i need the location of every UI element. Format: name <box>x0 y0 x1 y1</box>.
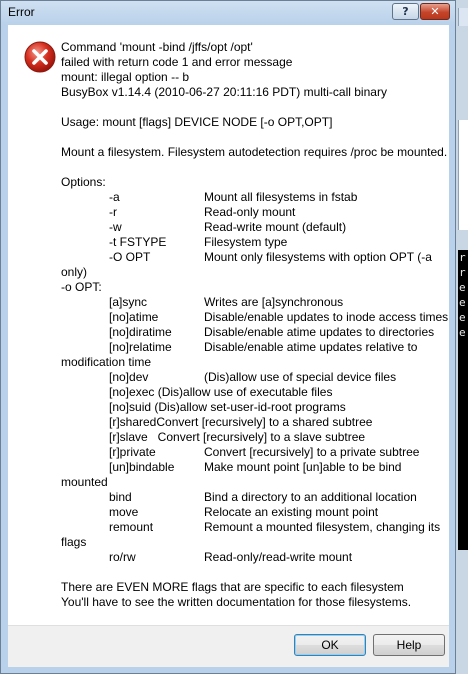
option-row <box>61 520 451 535</box>
option-flag: ro/rw <box>109 550 136 564</box>
option-description: Read-only/read-write mount <box>204 550 353 564</box>
console-line: e <box>459 296 466 309</box>
option-text: [no]exec (Dis)allow use of executable files <box>109 385 333 399</box>
intro-line: mount: illegal option -- b <box>61 70 190 84</box>
option-row <box>61 340 451 355</box>
console-line: e <box>459 311 466 324</box>
option-row <box>61 295 451 310</box>
option-flag: [no]diratime <box>109 325 172 339</box>
intro-line: Command 'mount -bind /jffs/opt /opt' <box>61 40 253 54</box>
option-description: (Dis)allow use of special device files <box>204 370 397 384</box>
usage-line: Usage: mount [flags] DEVICE NODE [-o OPT,OPT] <box>61 115 333 129</box>
o-opt-wrap-line: flags <box>61 535 87 549</box>
option-flag: -a <box>109 190 120 204</box>
option-description: Read-write mount (default) <box>204 220 347 234</box>
option-flag: [no]dev <box>109 370 149 384</box>
option-text: [no]suid (Dis)allow set-user-id-root programs <box>109 400 346 414</box>
error-message <box>61 40 451 610</box>
option-description: Bind a directory to an additional location <box>204 490 417 504</box>
option-description: Filesystem type <box>204 235 288 249</box>
console-line: e <box>459 326 466 339</box>
background-panel <box>458 120 468 230</box>
option-row <box>61 445 451 460</box>
option-row <box>61 550 451 565</box>
o-opt-wrap-line: modification time <box>61 355 152 369</box>
option-row <box>61 235 451 250</box>
option-flag: remount <box>109 520 154 534</box>
dialog-button-bar <box>8 625 449 667</box>
option-description: Mount all filesystems in fstab <box>204 190 358 204</box>
option-row <box>61 205 451 220</box>
description-line: Mount a filesystem. Filesystem autodetection requires /proc be mounted. <box>61 145 448 159</box>
footer-note-line: You'll have to see the written documentation for those filesystems. <box>61 595 412 609</box>
option-description: Disable/enable atime updates relative to <box>204 340 418 354</box>
option-row <box>61 190 451 205</box>
ok-button[interactable]: OK <box>294 634 366 656</box>
option-row <box>61 490 451 505</box>
console-line: r <box>459 266 466 279</box>
option-description: Disable/enable updates to inode access times <box>204 310 449 324</box>
background-bottom <box>458 620 468 674</box>
option-row <box>61 220 451 235</box>
option-flag: -t FSTYPE <box>109 235 167 249</box>
intro-line: failed with return code 1 and error message <box>61 55 293 69</box>
option-row <box>61 370 451 385</box>
option-text: [r]sharedConvert [recursively] to a shared subtree <box>109 415 373 429</box>
option-row <box>61 250 451 265</box>
option-row <box>61 460 451 475</box>
options-wrap-line: only) <box>61 265 88 279</box>
option-flag: [a]sync <box>109 295 148 309</box>
option-description: Convert [recursively] to a private subtree <box>204 445 420 459</box>
options-header: Options: <box>61 175 106 189</box>
option-description: Relocate an existing mount point <box>204 505 379 519</box>
option-text: [r]slave Convert [recursively] to a slave subtree <box>109 430 366 444</box>
error-icon <box>24 41 56 73</box>
option-flag: [un]bindable <box>109 460 175 474</box>
option-flag: -w <box>109 220 122 234</box>
titlebar-help-button[interactable]: ? <box>392 3 419 20</box>
titlebar-close-button[interactable]: ✕ <box>420 3 450 20</box>
option-row <box>61 400 451 415</box>
option-description: Remount a mounted filesystem, changing its <box>204 520 441 534</box>
option-description: Read-only mount <box>204 205 296 219</box>
option-row <box>61 505 451 520</box>
option-description: Make mount point [un]able to be bind <box>204 460 402 474</box>
background-tab <box>458 8 468 26</box>
option-row <box>61 385 451 400</box>
console-line: e <box>459 281 466 294</box>
o-opt-header: -o OPT: <box>61 280 102 294</box>
o-opt-wrap-line: mounted <box>61 475 108 489</box>
option-row <box>61 415 451 430</box>
option-description: Disable/enable atime updates to directories <box>204 325 435 339</box>
help-button[interactable]: Help <box>373 634 445 656</box>
option-flag: [no]atime <box>109 310 159 324</box>
option-row <box>61 430 451 445</box>
option-description: Writes are [a]synchronous <box>204 295 344 309</box>
dialog-title: Error <box>8 5 35 19</box>
option-row <box>61 310 451 325</box>
option-row <box>61 325 451 340</box>
intro-line: BusyBox v1.14.4 (2010-06-27 20:11:16 PDT) multi-call binary <box>61 85 387 99</box>
dialog-titlebar[interactable] <box>1 1 455 25</box>
background-console <box>458 250 468 550</box>
footer-note-line: There are EVEN MORE flags that are specific to each filesystem <box>61 580 404 594</box>
option-flag: -r <box>109 205 117 219</box>
option-description: Mount only filesystems with option OPT (-a <box>204 250 432 264</box>
option-flag: bind <box>109 490 132 504</box>
option-flag: [r]private <box>109 445 156 459</box>
option-flag: [no]relatime <box>109 340 172 354</box>
dialog-client-area <box>8 25 449 667</box>
option-flag: -O OPT <box>109 250 151 264</box>
option-flag: move <box>109 505 139 519</box>
console-line: r <box>459 251 466 264</box>
